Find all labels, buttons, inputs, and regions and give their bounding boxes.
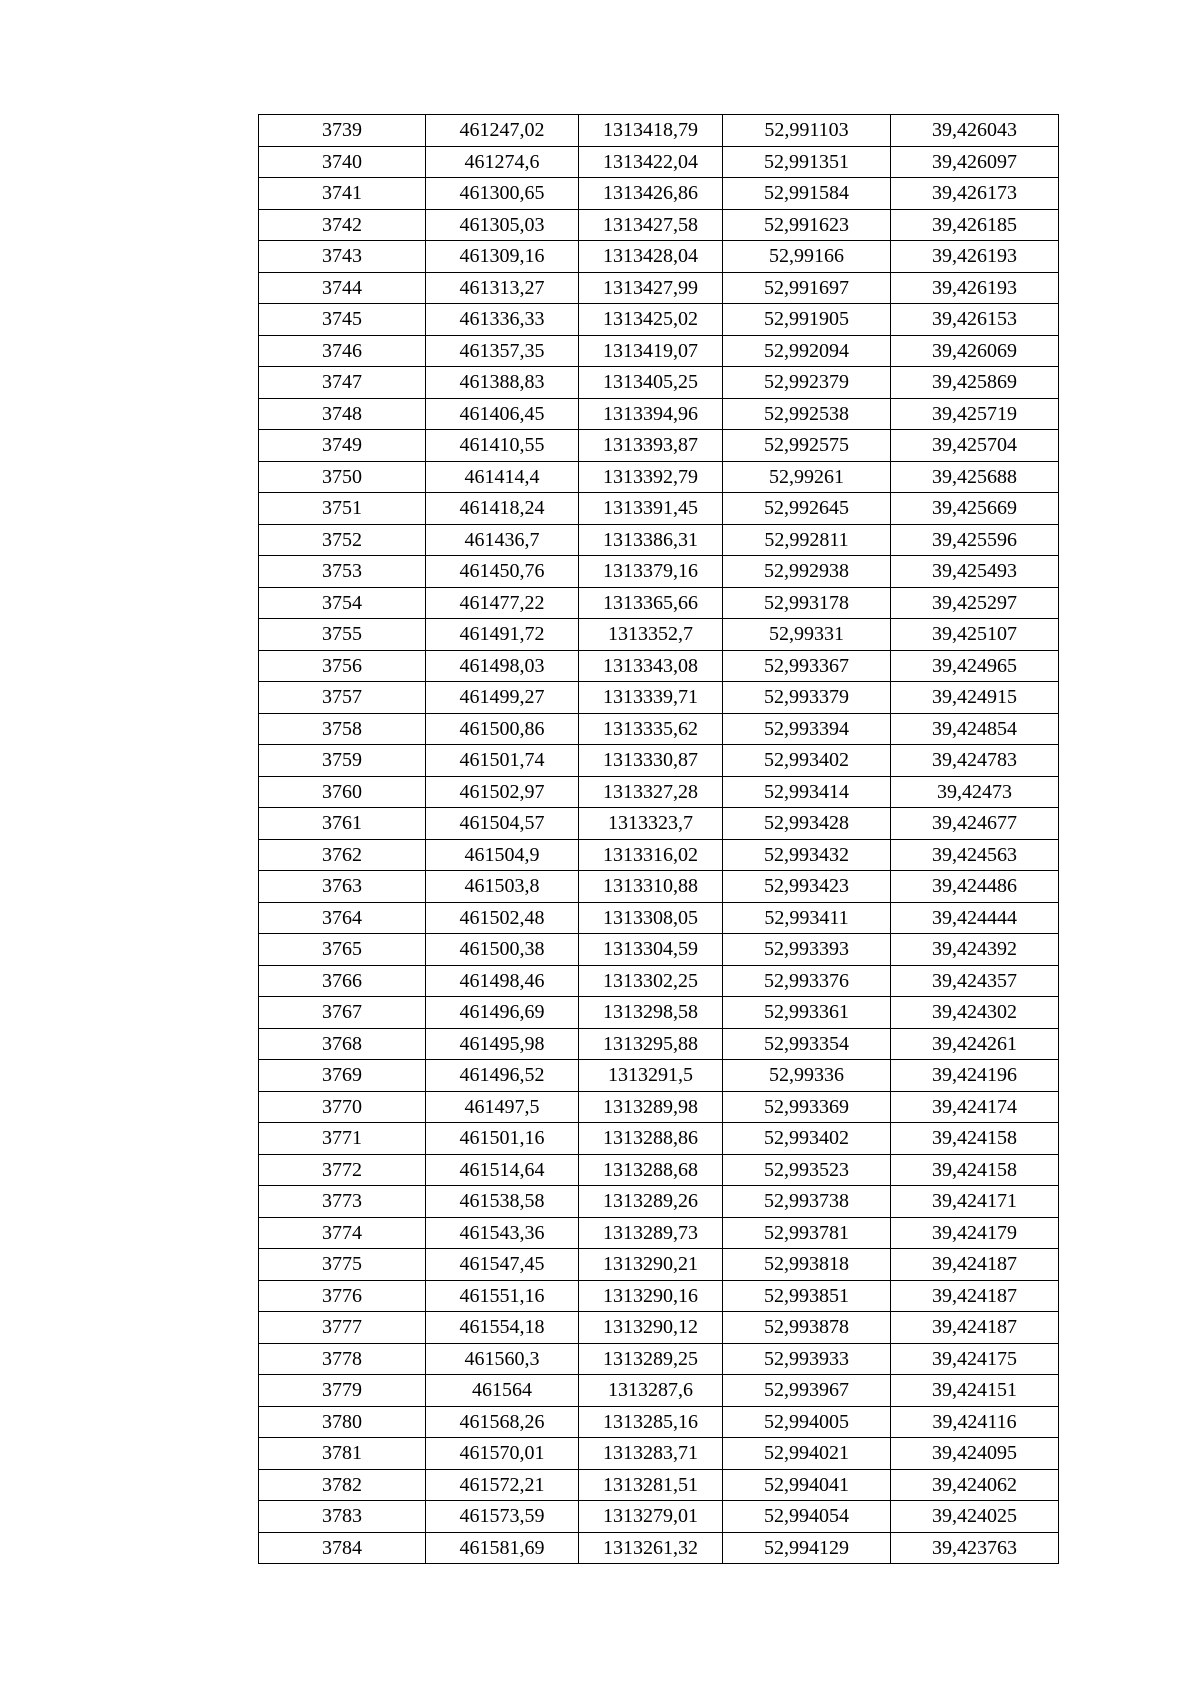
latitude-cell: 52,99331 xyxy=(723,619,891,651)
table-row xyxy=(259,1123,1059,1155)
table-row xyxy=(259,1217,1059,1249)
x-coordinate-cell: 461313,27 xyxy=(426,272,579,304)
point-number-cell: 3769 xyxy=(259,1060,426,1092)
longitude-cell: 39,424965 xyxy=(891,650,1059,682)
point-number-cell: 3775 xyxy=(259,1249,426,1281)
x-coordinate-cell: 461247,02 xyxy=(426,115,579,147)
longitude-cell: 39,426153 xyxy=(891,304,1059,336)
table-row xyxy=(259,304,1059,336)
latitude-cell: 52,993367 xyxy=(723,650,891,682)
table-row xyxy=(259,997,1059,1029)
longitude-cell: 39,424783 xyxy=(891,745,1059,777)
x-coordinate-cell: 461573,59 xyxy=(426,1501,579,1533)
x-coordinate-cell: 461498,03 xyxy=(426,650,579,682)
y-coordinate-cell: 1313289,25 xyxy=(579,1343,723,1375)
table-row xyxy=(259,493,1059,525)
point-number-cell: 3771 xyxy=(259,1123,426,1155)
point-number-cell: 3743 xyxy=(259,241,426,273)
point-number-cell: 3752 xyxy=(259,524,426,556)
table-row xyxy=(259,272,1059,304)
x-coordinate-cell: 461336,33 xyxy=(426,304,579,336)
x-coordinate-cell: 461305,03 xyxy=(426,209,579,241)
longitude-cell: 39,423763 xyxy=(891,1532,1059,1564)
table-row xyxy=(259,335,1059,367)
table-row xyxy=(259,367,1059,399)
longitude-cell: 39,425493 xyxy=(891,556,1059,588)
table-row xyxy=(259,587,1059,619)
latitude-cell: 52,994005 xyxy=(723,1406,891,1438)
y-coordinate-cell: 1313428,04 xyxy=(579,241,723,273)
point-number-cell: 3776 xyxy=(259,1280,426,1312)
table-row xyxy=(259,178,1059,210)
y-coordinate-cell: 1313391,45 xyxy=(579,493,723,525)
x-coordinate-cell: 461551,16 xyxy=(426,1280,579,1312)
x-coordinate-cell: 461477,22 xyxy=(426,587,579,619)
x-coordinate-cell: 461309,16 xyxy=(426,241,579,273)
point-number-cell: 3739 xyxy=(259,115,426,147)
x-coordinate-cell: 461568,26 xyxy=(426,1406,579,1438)
longitude-cell: 39,424179 xyxy=(891,1217,1059,1249)
table-row xyxy=(259,556,1059,588)
y-coordinate-cell: 1313405,25 xyxy=(579,367,723,399)
x-coordinate-cell: 461388,83 xyxy=(426,367,579,399)
longitude-cell: 39,424854 xyxy=(891,713,1059,745)
table-row xyxy=(259,1406,1059,1438)
longitude-cell: 39,424116 xyxy=(891,1406,1059,1438)
latitude-cell: 52,993967 xyxy=(723,1375,891,1407)
longitude-cell: 39,424175 xyxy=(891,1343,1059,1375)
point-number-cell: 3774 xyxy=(259,1217,426,1249)
y-coordinate-cell: 1313418,79 xyxy=(579,115,723,147)
x-coordinate-cell: 461406,45 xyxy=(426,398,579,430)
y-coordinate-cell: 1313323,7 xyxy=(579,808,723,840)
table-row xyxy=(259,745,1059,777)
longitude-cell: 39,426097 xyxy=(891,146,1059,178)
table-row xyxy=(259,965,1059,997)
table-row xyxy=(259,1343,1059,1375)
y-coordinate-cell: 1313283,71 xyxy=(579,1438,723,1470)
longitude-cell: 39,424392 xyxy=(891,934,1059,966)
longitude-cell: 39,424677 xyxy=(891,808,1059,840)
x-coordinate-cell: 461499,27 xyxy=(426,682,579,714)
longitude-cell: 39,425669 xyxy=(891,493,1059,525)
y-coordinate-cell: 1313425,02 xyxy=(579,304,723,336)
table-row xyxy=(259,209,1059,241)
point-number-cell: 3747 xyxy=(259,367,426,399)
latitude-cell: 52,993818 xyxy=(723,1249,891,1281)
x-coordinate-cell: 461501,16 xyxy=(426,1123,579,1155)
point-number-cell: 3745 xyxy=(259,304,426,336)
latitude-cell: 52,992094 xyxy=(723,335,891,367)
point-number-cell: 3777 xyxy=(259,1312,426,1344)
x-coordinate-cell: 461572,21 xyxy=(426,1469,579,1501)
y-coordinate-cell: 1313261,32 xyxy=(579,1532,723,1564)
table-row xyxy=(259,839,1059,871)
point-number-cell: 3756 xyxy=(259,650,426,682)
x-coordinate-cell: 461547,45 xyxy=(426,1249,579,1281)
longitude-cell: 39,426193 xyxy=(891,241,1059,273)
longitude-cell: 39,424915 xyxy=(891,682,1059,714)
y-coordinate-cell: 1313289,73 xyxy=(579,1217,723,1249)
table-row xyxy=(259,1375,1059,1407)
y-coordinate-cell: 1313288,68 xyxy=(579,1154,723,1186)
y-coordinate-cell: 1313392,79 xyxy=(579,461,723,493)
table-row xyxy=(259,524,1059,556)
y-coordinate-cell: 1313285,16 xyxy=(579,1406,723,1438)
longitude-cell: 39,424158 xyxy=(891,1154,1059,1186)
x-coordinate-cell: 461538,58 xyxy=(426,1186,579,1218)
longitude-cell: 39,426069 xyxy=(891,335,1059,367)
table-row xyxy=(259,1280,1059,1312)
point-number-cell: 3766 xyxy=(259,965,426,997)
x-coordinate-cell: 461491,72 xyxy=(426,619,579,651)
table-row xyxy=(259,1532,1059,1564)
y-coordinate-cell: 1313288,86 xyxy=(579,1123,723,1155)
y-coordinate-cell: 1313426,86 xyxy=(579,178,723,210)
table-row xyxy=(259,146,1059,178)
latitude-cell: 52,991351 xyxy=(723,146,891,178)
point-number-cell: 3757 xyxy=(259,682,426,714)
point-number-cell: 3765 xyxy=(259,934,426,966)
x-coordinate-cell: 461514,64 xyxy=(426,1154,579,1186)
y-coordinate-cell: 1313343,08 xyxy=(579,650,723,682)
longitude-cell: 39,42473 xyxy=(891,776,1059,808)
table-row xyxy=(259,1091,1059,1123)
x-coordinate-cell: 461570,01 xyxy=(426,1438,579,1470)
latitude-cell: 52,993851 xyxy=(723,1280,891,1312)
longitude-cell: 39,424095 xyxy=(891,1438,1059,1470)
longitude-cell: 39,424563 xyxy=(891,839,1059,871)
point-number-cell: 3764 xyxy=(259,902,426,934)
x-coordinate-cell: 461501,74 xyxy=(426,745,579,777)
point-number-cell: 3741 xyxy=(259,178,426,210)
table-row xyxy=(259,398,1059,430)
y-coordinate-cell: 1313379,16 xyxy=(579,556,723,588)
y-coordinate-cell: 1313290,12 xyxy=(579,1312,723,1344)
longitude-cell: 39,424357 xyxy=(891,965,1059,997)
y-coordinate-cell: 1313298,58 xyxy=(579,997,723,1029)
point-number-cell: 3768 xyxy=(259,1028,426,1060)
longitude-cell: 39,424187 xyxy=(891,1280,1059,1312)
latitude-cell: 52,991905 xyxy=(723,304,891,336)
latitude-cell: 52,991584 xyxy=(723,178,891,210)
x-coordinate-cell: 461543,36 xyxy=(426,1217,579,1249)
x-coordinate-cell: 461502,48 xyxy=(426,902,579,934)
point-number-cell: 3772 xyxy=(259,1154,426,1186)
x-coordinate-cell: 461498,46 xyxy=(426,965,579,997)
x-coordinate-cell: 461502,97 xyxy=(426,776,579,808)
y-coordinate-cell: 1313316,02 xyxy=(579,839,723,871)
table-row xyxy=(259,808,1059,840)
latitude-cell: 52,99166 xyxy=(723,241,891,273)
coordinates-table xyxy=(258,114,1059,1564)
latitude-cell: 52,994129 xyxy=(723,1532,891,1564)
table-row xyxy=(259,934,1059,966)
point-number-cell: 3760 xyxy=(259,776,426,808)
point-number-cell: 3753 xyxy=(259,556,426,588)
point-number-cell: 3770 xyxy=(259,1091,426,1123)
longitude-cell: 39,425688 xyxy=(891,461,1059,493)
point-number-cell: 3750 xyxy=(259,461,426,493)
table-row xyxy=(259,1154,1059,1186)
latitude-cell: 52,992811 xyxy=(723,524,891,556)
point-number-cell: 3759 xyxy=(259,745,426,777)
table-row xyxy=(259,713,1059,745)
y-coordinate-cell: 1313422,04 xyxy=(579,146,723,178)
latitude-cell: 52,993414 xyxy=(723,776,891,808)
y-coordinate-cell: 1313427,99 xyxy=(579,272,723,304)
x-coordinate-cell: 461560,3 xyxy=(426,1343,579,1375)
point-number-cell: 3754 xyxy=(259,587,426,619)
x-coordinate-cell: 461504,57 xyxy=(426,808,579,840)
x-coordinate-cell: 461500,86 xyxy=(426,713,579,745)
y-coordinate-cell: 1313281,51 xyxy=(579,1469,723,1501)
x-coordinate-cell: 461300,65 xyxy=(426,178,579,210)
latitude-cell: 52,994054 xyxy=(723,1501,891,1533)
x-coordinate-cell: 461564 xyxy=(426,1375,579,1407)
x-coordinate-cell: 461418,24 xyxy=(426,493,579,525)
table-row xyxy=(259,1186,1059,1218)
latitude-cell: 52,993361 xyxy=(723,997,891,1029)
longitude-cell: 39,426043 xyxy=(891,115,1059,147)
y-coordinate-cell: 1313335,62 xyxy=(579,713,723,745)
point-number-cell: 3778 xyxy=(259,1343,426,1375)
longitude-cell: 39,424302 xyxy=(891,997,1059,1029)
point-number-cell: 3783 xyxy=(259,1501,426,1533)
x-coordinate-cell: 461503,8 xyxy=(426,871,579,903)
y-coordinate-cell: 1313304,59 xyxy=(579,934,723,966)
point-number-cell: 3780 xyxy=(259,1406,426,1438)
latitude-cell: 52,993933 xyxy=(723,1343,891,1375)
y-coordinate-cell: 1313327,28 xyxy=(579,776,723,808)
y-coordinate-cell: 1313308,05 xyxy=(579,902,723,934)
longitude-cell: 39,424151 xyxy=(891,1375,1059,1407)
latitude-cell: 52,993393 xyxy=(723,934,891,966)
point-number-cell: 3749 xyxy=(259,430,426,462)
latitude-cell: 52,992645 xyxy=(723,493,891,525)
longitude-cell: 39,425596 xyxy=(891,524,1059,556)
table-row xyxy=(259,1438,1059,1470)
table-row xyxy=(259,902,1059,934)
x-coordinate-cell: 461500,38 xyxy=(426,934,579,966)
y-coordinate-cell: 1313339,71 xyxy=(579,682,723,714)
y-coordinate-cell: 1313310,88 xyxy=(579,871,723,903)
longitude-cell: 39,424171 xyxy=(891,1186,1059,1218)
table-row xyxy=(259,461,1059,493)
point-number-cell: 3744 xyxy=(259,272,426,304)
x-coordinate-cell: 461410,55 xyxy=(426,430,579,462)
latitude-cell: 52,993178 xyxy=(723,587,891,619)
table-row xyxy=(259,619,1059,651)
table-row xyxy=(259,776,1059,808)
point-number-cell: 3751 xyxy=(259,493,426,525)
table-row xyxy=(259,241,1059,273)
y-coordinate-cell: 1313330,87 xyxy=(579,745,723,777)
table-row xyxy=(259,650,1059,682)
longitude-cell: 39,425869 xyxy=(891,367,1059,399)
latitude-cell: 52,993379 xyxy=(723,682,891,714)
y-coordinate-cell: 1313419,07 xyxy=(579,335,723,367)
latitude-cell: 52,99336 xyxy=(723,1060,891,1092)
longitude-cell: 39,425704 xyxy=(891,430,1059,462)
longitude-cell: 39,424187 xyxy=(891,1249,1059,1281)
latitude-cell: 52,994041 xyxy=(723,1469,891,1501)
y-coordinate-cell: 1313289,98 xyxy=(579,1091,723,1123)
longitude-cell: 39,424174 xyxy=(891,1091,1059,1123)
latitude-cell: 52,993402 xyxy=(723,1123,891,1155)
latitude-cell: 52,993376 xyxy=(723,965,891,997)
longitude-cell: 39,424158 xyxy=(891,1123,1059,1155)
y-coordinate-cell: 1313287,6 xyxy=(579,1375,723,1407)
x-coordinate-cell: 461497,5 xyxy=(426,1091,579,1123)
latitude-cell: 52,993423 xyxy=(723,871,891,903)
table-row xyxy=(259,1312,1059,1344)
latitude-cell: 52,993402 xyxy=(723,745,891,777)
latitude-cell: 52,992538 xyxy=(723,398,891,430)
latitude-cell: 52,991623 xyxy=(723,209,891,241)
y-coordinate-cell: 1313386,31 xyxy=(579,524,723,556)
latitude-cell: 52,993781 xyxy=(723,1217,891,1249)
latitude-cell: 52,992379 xyxy=(723,367,891,399)
point-number-cell: 3781 xyxy=(259,1438,426,1470)
x-coordinate-cell: 461414,4 xyxy=(426,461,579,493)
point-number-cell: 3742 xyxy=(259,209,426,241)
latitude-cell: 52,993369 xyxy=(723,1091,891,1123)
y-coordinate-cell: 1313291,5 xyxy=(579,1060,723,1092)
table-row xyxy=(259,430,1059,462)
longitude-cell: 39,426185 xyxy=(891,209,1059,241)
point-number-cell: 3782 xyxy=(259,1469,426,1501)
latitude-cell: 52,993523 xyxy=(723,1154,891,1186)
x-coordinate-cell: 461274,6 xyxy=(426,146,579,178)
latitude-cell: 52,992575 xyxy=(723,430,891,462)
table-row xyxy=(259,1469,1059,1501)
longitude-cell: 39,424486 xyxy=(891,871,1059,903)
point-number-cell: 3773 xyxy=(259,1186,426,1218)
point-number-cell: 3758 xyxy=(259,713,426,745)
point-number-cell: 3763 xyxy=(259,871,426,903)
latitude-cell: 52,993878 xyxy=(723,1312,891,1344)
latitude-cell: 52,993432 xyxy=(723,839,891,871)
latitude-cell: 52,993428 xyxy=(723,808,891,840)
longitude-cell: 39,424261 xyxy=(891,1028,1059,1060)
x-coordinate-cell: 461450,76 xyxy=(426,556,579,588)
x-coordinate-cell: 461581,69 xyxy=(426,1532,579,1564)
point-number-cell: 3748 xyxy=(259,398,426,430)
latitude-cell: 52,994021 xyxy=(723,1438,891,1470)
y-coordinate-cell: 1313290,16 xyxy=(579,1280,723,1312)
longitude-cell: 39,426173 xyxy=(891,178,1059,210)
longitude-cell: 39,425719 xyxy=(891,398,1059,430)
latitude-cell: 52,991697 xyxy=(723,272,891,304)
longitude-cell: 39,425107 xyxy=(891,619,1059,651)
latitude-cell: 52,992938 xyxy=(723,556,891,588)
latitude-cell: 52,99261 xyxy=(723,461,891,493)
latitude-cell: 52,993394 xyxy=(723,713,891,745)
y-coordinate-cell: 1313427,58 xyxy=(579,209,723,241)
x-coordinate-cell: 461554,18 xyxy=(426,1312,579,1344)
table-row xyxy=(259,682,1059,714)
longitude-cell: 39,424025 xyxy=(891,1501,1059,1533)
point-number-cell: 3755 xyxy=(259,619,426,651)
y-coordinate-cell: 1313302,25 xyxy=(579,965,723,997)
x-coordinate-cell: 461436,7 xyxy=(426,524,579,556)
latitude-cell: 52,991103 xyxy=(723,115,891,147)
y-coordinate-cell: 1313352,7 xyxy=(579,619,723,651)
table-row xyxy=(259,871,1059,903)
latitude-cell: 52,993411 xyxy=(723,902,891,934)
y-coordinate-cell: 1313289,26 xyxy=(579,1186,723,1218)
table-row xyxy=(259,1501,1059,1533)
y-coordinate-cell: 1313290,21 xyxy=(579,1249,723,1281)
x-coordinate-cell: 461495,98 xyxy=(426,1028,579,1060)
latitude-cell: 52,993354 xyxy=(723,1028,891,1060)
x-coordinate-cell: 461496,52 xyxy=(426,1060,579,1092)
longitude-cell: 39,426193 xyxy=(891,272,1059,304)
longitude-cell: 39,424187 xyxy=(891,1312,1059,1344)
x-coordinate-cell: 461504,9 xyxy=(426,839,579,871)
point-number-cell: 3767 xyxy=(259,997,426,1029)
coordinates-table-body xyxy=(259,115,1059,1564)
point-number-cell: 3784 xyxy=(259,1532,426,1564)
latitude-cell: 52,993738 xyxy=(723,1186,891,1218)
table-row xyxy=(259,1249,1059,1281)
x-coordinate-cell: 461496,69 xyxy=(426,997,579,1029)
point-number-cell: 3762 xyxy=(259,839,426,871)
longitude-cell: 39,424062 xyxy=(891,1469,1059,1501)
table-row xyxy=(259,115,1059,147)
y-coordinate-cell: 1313279,01 xyxy=(579,1501,723,1533)
y-coordinate-cell: 1313295,88 xyxy=(579,1028,723,1060)
point-number-cell: 3746 xyxy=(259,335,426,367)
point-number-cell: 3761 xyxy=(259,808,426,840)
x-coordinate-cell: 461357,35 xyxy=(426,335,579,367)
point-number-cell: 3779 xyxy=(259,1375,426,1407)
table-row xyxy=(259,1060,1059,1092)
longitude-cell: 39,425297 xyxy=(891,587,1059,619)
point-number-cell: 3740 xyxy=(259,146,426,178)
y-coordinate-cell: 1313394,96 xyxy=(579,398,723,430)
y-coordinate-cell: 1313393,87 xyxy=(579,430,723,462)
y-coordinate-cell: 1313365,66 xyxy=(579,587,723,619)
longitude-cell: 39,424444 xyxy=(891,902,1059,934)
longitude-cell: 39,424196 xyxy=(891,1060,1059,1092)
table-row xyxy=(259,1028,1059,1060)
